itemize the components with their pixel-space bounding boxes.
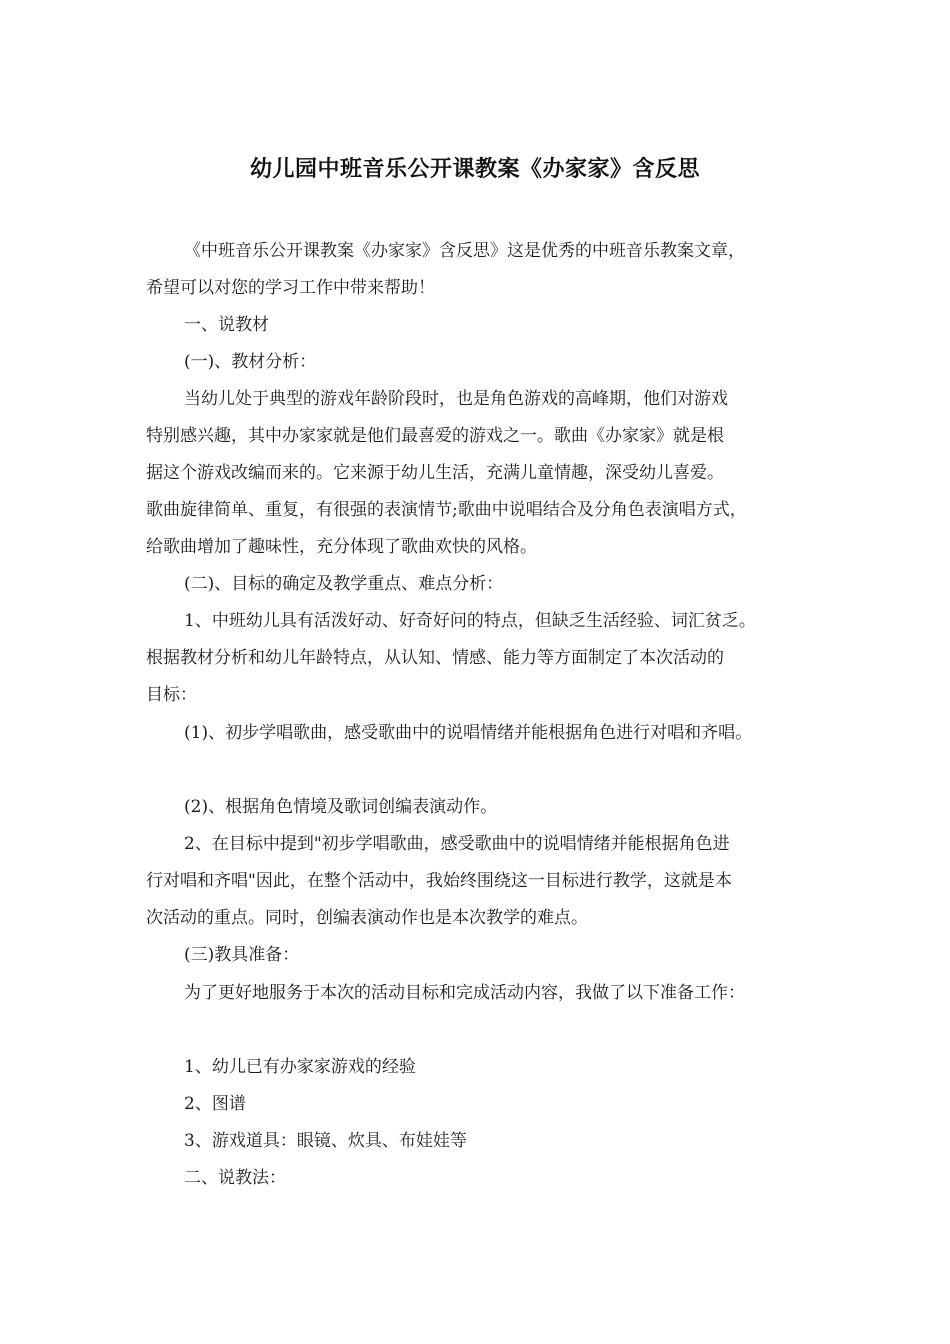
paragraph-line: 行对唱和齐唱"因此，在整个活动中，我始终围绕这一目标进行教学，这就是本 bbox=[146, 871, 732, 891]
paragraph-line: 目标： bbox=[146, 685, 197, 705]
paragraph-line: 特别感兴趣，其中办家家就是他们最喜爱的游戏之一。歌曲《办家家》就是根 bbox=[146, 426, 724, 446]
paragraph-line: 《中班音乐公开课教案《办家家》含反思》这是优秀的中班音乐教案文章， bbox=[184, 241, 745, 261]
paragraph-line: 歌曲旋律简单、重复，有很强的表演情节;歌曲中说唱结合及分角色表演唱方式， bbox=[146, 500, 747, 520]
list-item: 1、幼儿已有办家家游戏的经验 bbox=[184, 1057, 416, 1077]
list-item: 3、游戏道具：眼镜、炊具、布娃娃等 bbox=[184, 1131, 467, 1151]
document-title: 幼儿园中班音乐公开课教案《办家家》含反思 bbox=[249, 157, 700, 182]
paragraph-line: 根据教材分析和幼儿年龄特点，从认知、情感、能力等方面制定了本次活动的 bbox=[146, 648, 724, 668]
section-heading: 二、说教法： bbox=[184, 1168, 286, 1188]
paragraph-line: 据这个游戏改编而来的。它来源于幼儿生活，充满儿童情趣，深受幼儿喜爱。 bbox=[146, 463, 724, 483]
paragraph-line: 希望可以对您的学习工作中带来帮助！ bbox=[146, 278, 435, 298]
paragraph-line: 次活动的重点。同时，创编表演动作也是本次教学的难点。 bbox=[146, 908, 588, 928]
list-item: 2、图谱 bbox=[184, 1094, 246, 1114]
paragraph-line: 给歌曲增加了趣味性，充分体现了歌曲欢快的风格。 bbox=[146, 537, 537, 557]
paragraph-line: 2、在目标中提到"初步学唱歌曲，感受歌曲中的说唱情绪并能根据角色进 bbox=[184, 834, 730, 854]
subsection-heading: (一)、教材分析： bbox=[184, 352, 317, 372]
subsection-heading: (二)、目标的确定及教学重点、难点分析： bbox=[184, 574, 504, 594]
section-heading: 一、说教材 bbox=[184, 315, 269, 335]
subsection-heading: (三)教具准备： bbox=[184, 945, 300, 965]
paragraph-line: 当幼儿处于典型的游戏年龄阶段时，也是角色游戏的高峰期，他们对游戏 bbox=[184, 389, 728, 409]
list-item: (2)、根据角色情境及歌词创编表演动作。 bbox=[184, 797, 498, 817]
paragraph-line: 为了更好地服务于本次的活动目标和完成活动内容，我做了以下准备工作： bbox=[184, 983, 745, 1003]
paragraph-line: 1、中班幼儿具有活泼好动、好奇好问的特点，但缺乏生活经验、词汇贫乏。 bbox=[184, 611, 756, 631]
list-item: (1)、初步学唱歌曲，感受歌曲中的说唱情绪并能根据角色进行对唱和齐唱。 bbox=[184, 723, 753, 743]
